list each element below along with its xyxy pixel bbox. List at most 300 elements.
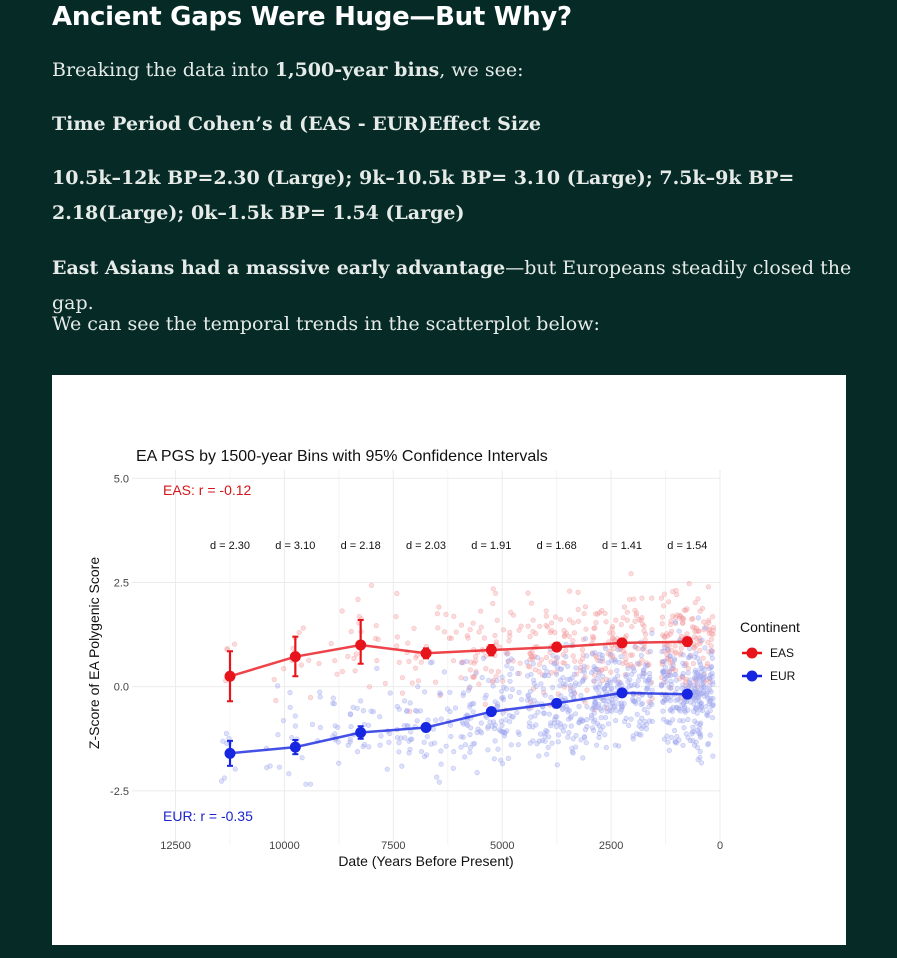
raw-point-eur bbox=[661, 709, 666, 714]
raw-point-eur bbox=[673, 740, 678, 745]
raw-point-eur bbox=[468, 726, 473, 731]
paragraph-bins bbox=[52, 53, 852, 88]
raw-point-eur bbox=[433, 718, 438, 723]
raw-point-eas bbox=[526, 624, 531, 629]
raw-point-eur bbox=[556, 733, 561, 738]
raw-point-eur bbox=[336, 761, 341, 766]
raw-point-eur bbox=[422, 690, 427, 695]
raw-point-eur bbox=[603, 715, 608, 720]
raw-point-eur bbox=[486, 678, 491, 683]
raw-point-eur bbox=[375, 666, 380, 671]
raw-point-eur bbox=[648, 649, 653, 654]
raw-point-eur bbox=[603, 646, 608, 651]
raw-point-eas bbox=[537, 624, 542, 629]
scatter-chart bbox=[52, 375, 846, 945]
raw-point-eur bbox=[491, 684, 496, 689]
raw-point-eas bbox=[622, 605, 627, 610]
raw-point-eur bbox=[565, 664, 570, 669]
raw-point-eur bbox=[687, 655, 692, 660]
mean-point-eas bbox=[290, 651, 301, 662]
raw-point-eur bbox=[483, 696, 488, 701]
raw-point-eur bbox=[492, 757, 497, 762]
raw-point-eur bbox=[542, 711, 547, 716]
raw-point-eur bbox=[558, 722, 563, 727]
raw-point-eas bbox=[608, 631, 613, 636]
raw-point-eur bbox=[405, 723, 410, 728]
raw-point-eur bbox=[355, 749, 360, 754]
raw-point-eas bbox=[544, 609, 549, 614]
raw-point-eur bbox=[540, 738, 545, 743]
raw-point-eur bbox=[371, 709, 376, 714]
raw-point-eas bbox=[642, 624, 647, 629]
cohens-d-label: d = 3.10 bbox=[275, 540, 316, 553]
raw-point-eur bbox=[500, 675, 505, 680]
raw-point-eur bbox=[434, 775, 439, 780]
raw-point-eur bbox=[593, 718, 598, 723]
raw-point-eur bbox=[569, 724, 574, 729]
raw-point-eur bbox=[665, 647, 670, 652]
raw-point-eas bbox=[552, 630, 557, 635]
raw-point-eas bbox=[640, 596, 645, 601]
raw-point-eas bbox=[400, 691, 405, 696]
raw-point-eur bbox=[604, 690, 609, 695]
mean-point-eas bbox=[421, 648, 432, 659]
raw-point-eur bbox=[641, 674, 646, 679]
raw-point-eur bbox=[710, 704, 715, 709]
raw-point-eur bbox=[432, 741, 437, 746]
raw-point-eas bbox=[537, 662, 542, 667]
raw-point-eur bbox=[613, 658, 618, 663]
raw-point-eur bbox=[508, 672, 513, 677]
raw-point-eas bbox=[483, 702, 488, 707]
raw-point-eur bbox=[698, 755, 703, 760]
raw-point-eas bbox=[454, 630, 459, 635]
raw-point-eur bbox=[597, 691, 602, 696]
raw-point-eas bbox=[412, 626, 417, 631]
raw-point-eur bbox=[581, 678, 586, 683]
raw-point-eur bbox=[348, 712, 353, 717]
raw-point-eur bbox=[686, 708, 691, 713]
annotations bbox=[136, 448, 707, 824]
raw-point-eas bbox=[640, 615, 645, 620]
raw-point-eur bbox=[688, 678, 693, 683]
raw-point-eur bbox=[633, 701, 638, 706]
mean-point-eur bbox=[225, 748, 236, 759]
raw-point-eur bbox=[451, 749, 456, 754]
raw-point-eur bbox=[517, 690, 522, 695]
raw-point-eur bbox=[696, 695, 701, 700]
raw-point-eur bbox=[293, 724, 298, 729]
raw-point-eas bbox=[662, 592, 667, 597]
raw-point-eur bbox=[475, 730, 480, 735]
raw-point-eur bbox=[388, 691, 393, 696]
y-tick-label: 2.5 bbox=[113, 577, 129, 590]
raw-point-eur bbox=[635, 684, 640, 689]
raw-point-eur bbox=[710, 674, 715, 679]
raw-point-eur bbox=[615, 668, 620, 673]
raw-point-eas bbox=[317, 661, 322, 666]
raw-point-eur bbox=[533, 714, 538, 719]
raw-point-eur bbox=[695, 682, 700, 687]
raw-point-eur bbox=[650, 688, 655, 693]
raw-point-eur bbox=[535, 655, 540, 660]
mean-point-eas bbox=[551, 642, 562, 653]
raw-point-eas bbox=[531, 618, 536, 623]
raw-point-eur bbox=[631, 737, 636, 742]
raw-point-eur bbox=[675, 686, 680, 691]
raw-point-eur bbox=[510, 687, 515, 692]
raw-point-eur bbox=[674, 698, 679, 703]
raw-point-eur bbox=[264, 765, 269, 770]
paragraph-effect-sizes: 10.5k–12k BP=2.30 (Large); 9k–10.5k BP= 3.10 (Large); 7.5k–9k BP= 2.18(Large); 0k–1.5k BP= 1.54 (Large) bbox=[52, 167, 795, 224]
raw-point-eur bbox=[682, 663, 687, 668]
raw-point-eur bbox=[638, 720, 643, 725]
raw-point-eur bbox=[606, 722, 611, 727]
raw-point-eur bbox=[546, 735, 551, 740]
raw-point-eas bbox=[660, 615, 665, 620]
raw-point-eur bbox=[577, 682, 582, 687]
raw-point-eur bbox=[355, 706, 360, 711]
raw-point-eur bbox=[504, 687, 509, 692]
raw-point-eas bbox=[624, 660, 629, 665]
raw-point-eas bbox=[670, 614, 675, 619]
p4-post: —but Europeans steadily closed the gap. bbox=[52, 257, 852, 314]
raw-point-eas bbox=[451, 658, 456, 663]
raw-point-eas bbox=[529, 601, 534, 606]
raw-point-eas bbox=[468, 660, 473, 665]
raw-point-eas bbox=[383, 681, 388, 686]
raw-point-eur bbox=[635, 712, 640, 717]
raw-point-eur bbox=[668, 708, 673, 713]
eur-r-label: EUR: r = -0.35 bbox=[163, 808, 253, 824]
raw-point-eas bbox=[369, 583, 374, 588]
raw-point-eas bbox=[583, 605, 588, 610]
raw-point-eas bbox=[333, 658, 338, 663]
raw-point-eur bbox=[672, 728, 677, 733]
raw-point-eur bbox=[468, 745, 473, 750]
raw-point-eas bbox=[533, 631, 538, 636]
raw-point-eur bbox=[481, 656, 486, 661]
raw-point-eur bbox=[699, 670, 704, 675]
raw-point-eur bbox=[616, 744, 621, 749]
raw-point-eas bbox=[666, 600, 671, 605]
raw-point-eas bbox=[576, 619, 581, 624]
raw-point-eur bbox=[397, 740, 402, 745]
cohens-d-label: d = 1.54 bbox=[667, 540, 708, 553]
raw-point-eur bbox=[688, 738, 693, 743]
raw-point-eur bbox=[459, 660, 464, 665]
raw-point-eur bbox=[706, 741, 711, 746]
raw-point-eas bbox=[397, 660, 402, 665]
raw-point-eur bbox=[318, 695, 323, 700]
raw-point-eur bbox=[529, 672, 534, 677]
raw-point-eas bbox=[633, 619, 638, 624]
raw-point-eur bbox=[698, 722, 703, 727]
raw-point-eur bbox=[681, 719, 686, 724]
raw-point-eur bbox=[696, 656, 701, 661]
raw-point-eur bbox=[444, 744, 449, 749]
raw-point-eur bbox=[509, 666, 514, 671]
raw-point-eas bbox=[493, 591, 498, 596]
raw-point-eur bbox=[568, 689, 573, 694]
raw-point-eur bbox=[672, 673, 677, 678]
raw-point-eas bbox=[395, 591, 400, 596]
raw-point-eur bbox=[698, 662, 703, 667]
raw-point-eur bbox=[367, 745, 372, 750]
raw-point-eas bbox=[435, 611, 440, 616]
raw-point-eur bbox=[708, 733, 713, 738]
raw-point-eas bbox=[367, 685, 372, 690]
raw-point-eas bbox=[567, 589, 572, 594]
raw-point-eur bbox=[609, 709, 614, 714]
raw-point-eas bbox=[436, 626, 441, 631]
raw-point-eur bbox=[619, 701, 624, 706]
raw-point-eur bbox=[288, 705, 293, 710]
raw-point-eas bbox=[709, 637, 714, 642]
raw-point-eur bbox=[430, 660, 435, 665]
raw-point-eas bbox=[580, 647, 585, 652]
raw-point-eur bbox=[590, 652, 595, 657]
raw-point-eur bbox=[664, 698, 669, 703]
raw-point-eur bbox=[348, 737, 353, 742]
raw-point-eur bbox=[594, 687, 599, 692]
raw-point-eur bbox=[603, 732, 608, 737]
raw-point-eas bbox=[335, 672, 340, 677]
raw-point-eas bbox=[609, 670, 614, 675]
raw-point-eur bbox=[584, 740, 589, 745]
raw-point-eas bbox=[281, 666, 286, 671]
y-tick-label: -2.5 bbox=[110, 785, 129, 798]
raw-point-eas bbox=[701, 656, 706, 661]
raw-point-eur bbox=[640, 701, 645, 706]
raw-point-eas bbox=[669, 629, 674, 634]
raw-point-eur bbox=[505, 664, 510, 669]
raw-point-eur bbox=[495, 702, 500, 707]
raw-point-eas bbox=[349, 629, 354, 634]
raw-point-eur bbox=[425, 734, 430, 739]
raw-point-eas bbox=[693, 600, 698, 605]
raw-point-eas bbox=[604, 620, 609, 625]
raw-point-eas bbox=[354, 652, 359, 657]
raw-point-eur bbox=[710, 656, 715, 661]
p1-bold: 1,500-year bins bbox=[274, 59, 440, 81]
raw-point-eur bbox=[346, 743, 351, 748]
raw-point-eur bbox=[591, 679, 596, 684]
raw-point-eas bbox=[375, 658, 380, 663]
raw-point-eur bbox=[281, 718, 286, 723]
raw-point-eur bbox=[599, 715, 604, 720]
raw-point-eas bbox=[459, 623, 464, 628]
y-tick-label: 5.0 bbox=[113, 473, 129, 486]
legend-key-point-eur bbox=[747, 671, 758, 682]
raw-point-eas bbox=[406, 641, 411, 646]
raw-point-eur bbox=[480, 675, 485, 680]
raw-point-eur bbox=[555, 763, 560, 768]
raw-point-eur bbox=[546, 745, 551, 750]
raw-point-eur bbox=[628, 678, 633, 683]
raw-point-eur bbox=[541, 687, 546, 692]
raw-point-eur bbox=[582, 734, 587, 739]
raw-point-eur bbox=[563, 724, 568, 729]
raw-point-eas bbox=[496, 669, 501, 674]
raw-point-eur bbox=[591, 706, 596, 711]
raw-point-eas bbox=[537, 669, 542, 674]
raw-point-eur bbox=[598, 652, 603, 657]
raw-point-eas bbox=[374, 623, 379, 628]
raw-point-eur bbox=[698, 749, 703, 754]
raw-point-eur bbox=[400, 764, 405, 769]
raw-point-eas bbox=[530, 650, 535, 655]
raw-point-eur bbox=[379, 734, 384, 739]
raw-point-eur bbox=[619, 654, 624, 659]
raw-point-eas bbox=[509, 610, 514, 615]
raw-point-eur bbox=[583, 727, 588, 732]
y-tick-label: 0.0 bbox=[113, 681, 129, 694]
raw-point-eur bbox=[500, 730, 505, 735]
raw-point-eas bbox=[539, 658, 544, 663]
raw-point-eas bbox=[674, 650, 679, 655]
raw-point-eas bbox=[562, 628, 567, 633]
raw-point-eur bbox=[581, 668, 586, 673]
raw-point-eur bbox=[419, 749, 424, 754]
raw-point-eas bbox=[471, 621, 476, 626]
raw-point-eur bbox=[624, 674, 629, 679]
raw-point-eur bbox=[613, 677, 618, 682]
raw-point-eur bbox=[331, 696, 336, 701]
raw-point-eur bbox=[697, 731, 702, 736]
raw-point-eas bbox=[670, 589, 675, 594]
raw-point-eur bbox=[461, 735, 466, 740]
raw-point-eur bbox=[277, 765, 282, 770]
raw-point-eur bbox=[426, 718, 431, 723]
raw-point-eur bbox=[607, 678, 612, 683]
raw-point-eur bbox=[402, 699, 407, 704]
x-tick-label: 7500 bbox=[381, 840, 406, 852]
raw-point-eur bbox=[691, 725, 696, 730]
p1-pre: Breaking the data into bbox=[52, 59, 275, 81]
raw-point-eur bbox=[709, 690, 714, 695]
raw-point-eur bbox=[549, 723, 554, 728]
raw-point-eur bbox=[700, 638, 705, 643]
raw-point-eur bbox=[276, 732, 281, 737]
raw-point-eas bbox=[395, 635, 400, 640]
raw-point-eur bbox=[564, 654, 569, 659]
raw-point-eur bbox=[672, 658, 677, 663]
raw-point-eas bbox=[594, 620, 599, 625]
raw-point-eur bbox=[566, 735, 571, 740]
raw-point-eur bbox=[408, 730, 413, 735]
raw-point-eur bbox=[275, 684, 280, 689]
raw-point-eur bbox=[660, 683, 665, 688]
raw-point-eur bbox=[438, 691, 443, 696]
x-axis-label: Date (Years Before Present) bbox=[338, 853, 514, 869]
raw-point-eur bbox=[578, 718, 583, 723]
raw-point-eur bbox=[663, 665, 668, 670]
raw-point-eas bbox=[544, 614, 549, 619]
raw-point-eas bbox=[518, 661, 523, 666]
raw-point-eas bbox=[584, 627, 589, 632]
raw-point-eur bbox=[701, 677, 706, 682]
raw-point-eur bbox=[466, 688, 471, 693]
raw-point-eur bbox=[451, 766, 456, 771]
mean-point-eur bbox=[290, 742, 301, 753]
raw-point-eas bbox=[610, 627, 615, 632]
x-tick-label: 2500 bbox=[598, 840, 624, 852]
raw-point-eur bbox=[416, 684, 421, 689]
raw-point-eur bbox=[594, 743, 599, 748]
raw-point-eas bbox=[576, 607, 581, 612]
cohens-d-label: d = 2.30 bbox=[209, 540, 251, 553]
raw-point-eur bbox=[287, 771, 292, 776]
raw-point-eur bbox=[645, 685, 650, 690]
raw-point-eas bbox=[527, 665, 532, 670]
raw-point-eas bbox=[562, 634, 567, 639]
raw-point-eur bbox=[581, 756, 586, 761]
raw-point-eur bbox=[599, 709, 604, 714]
raw-point-eur bbox=[539, 682, 544, 687]
raw-point-eas bbox=[394, 614, 399, 619]
raw-point-eur bbox=[500, 696, 505, 701]
raw-point-eur bbox=[224, 731, 229, 736]
raw-point-eur bbox=[442, 670, 447, 675]
raw-point-eas bbox=[274, 698, 279, 703]
raw-point-eur bbox=[527, 721, 532, 726]
raw-point-eur bbox=[361, 744, 366, 749]
raw-point-eur bbox=[585, 705, 590, 710]
raw-point-eur bbox=[495, 678, 500, 683]
raw-point-eur bbox=[463, 742, 468, 747]
raw-point-eur bbox=[569, 714, 574, 719]
raw-point-eur bbox=[293, 714, 298, 719]
raw-point-eas bbox=[419, 660, 424, 665]
mean-point-eas bbox=[486, 645, 497, 656]
raw-point-eas bbox=[593, 626, 598, 631]
raw-point-eur bbox=[596, 667, 601, 672]
raw-point-eas bbox=[631, 597, 636, 602]
raw-point-eur bbox=[550, 741, 555, 746]
raw-point-eas bbox=[495, 618, 500, 623]
raw-point-eur bbox=[439, 762, 444, 767]
raw-point-eur bbox=[590, 726, 595, 731]
raw-point-eas bbox=[585, 688, 590, 693]
raw-point-eur bbox=[499, 719, 504, 724]
raw-point-eas bbox=[494, 674, 499, 679]
x-tick-label: 12500 bbox=[160, 840, 191, 852]
raw-point-eas bbox=[619, 622, 624, 627]
raw-point-eur bbox=[233, 767, 238, 772]
raw-point-eur bbox=[650, 719, 655, 724]
raw-point-eur bbox=[622, 719, 627, 724]
p1-post: , we see: bbox=[439, 59, 524, 81]
raw-point-eur bbox=[682, 725, 687, 730]
raw-point-eur bbox=[288, 690, 293, 695]
raw-point-eas bbox=[664, 631, 669, 636]
raw-point-eur bbox=[560, 707, 565, 712]
raw-point-eas bbox=[373, 636, 378, 641]
raw-point-eur bbox=[463, 676, 468, 681]
raw-point-eas bbox=[232, 642, 237, 647]
raw-point-eur bbox=[681, 743, 686, 748]
raw-point-eur bbox=[702, 694, 707, 699]
raw-point-eur bbox=[661, 670, 666, 675]
mean-point-eas bbox=[682, 636, 693, 647]
raw-point-eas bbox=[576, 590, 581, 595]
raw-point-eur bbox=[568, 683, 573, 688]
raw-point-eas bbox=[297, 630, 302, 635]
raw-point-eas bbox=[582, 611, 587, 616]
raw-point-eas bbox=[679, 646, 684, 651]
raw-point-eas bbox=[621, 616, 626, 621]
